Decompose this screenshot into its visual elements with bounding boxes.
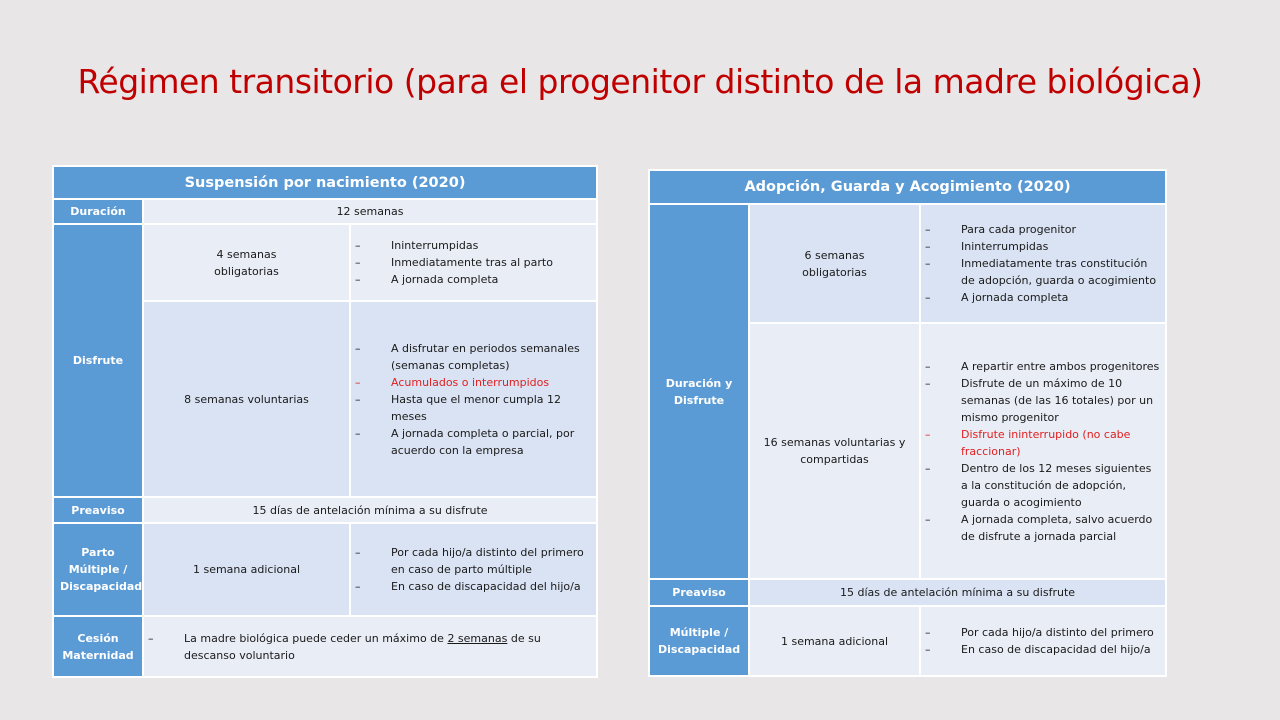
list-item: – Inmediatamente tras constitución de adopción, guarda o acogimiento	[921, 255, 1165, 289]
voluntarias-conditions	[350, 301, 597, 497]
row-label-multiple-discapacidad: Múltiple / Discapacidad	[649, 606, 749, 676]
list-item: – Por cada hijo/a distinto del primero	[921, 624, 1165, 641]
parto-value: 1 semana adicional	[143, 523, 350, 616]
row-label-duracion: Duración	[53, 199, 143, 224]
list-item: – A jornada completa o parcial, por acuerdo con la empresa	[351, 425, 596, 459]
list-item: – En caso de discapacidad del hijo/a	[921, 641, 1165, 658]
list-item: – A jornada completa	[351, 271, 596, 288]
obligatorias-cell: 4 semanas obligatorias	[143, 224, 350, 301]
row-label-preaviso: Preaviso	[649, 579, 749, 606]
list-item: – Ininterrumpidas	[921, 238, 1165, 255]
table-suspension-nacimiento	[52, 165, 598, 678]
list-item: – Inmediatamente tras al parto	[351, 254, 596, 271]
preaviso-value: 15 días de antelación mínima a su disfrute	[749, 579, 1166, 606]
list-item: – A disfrutar en periodos semanales (semanas completas)	[351, 340, 596, 374]
duracion-value: 12 semanas	[143, 199, 597, 224]
list-item: – Por cada hijo/a distinto del primero en caso de parto múltiple	[351, 544, 596, 578]
list-item: – En caso de discapacidad del hijo/a	[351, 578, 596, 595]
voluntarias-cell: 16 semanas voluntarias y compartidas	[749, 323, 920, 579]
list-item: – Ininterrumpidas	[351, 237, 596, 254]
table-header: Suspensión por nacimiento (2020)	[53, 166, 597, 199]
parto-conditions	[350, 523, 597, 616]
row-label-duracion-disfrute: Duración y Disfrute	[649, 204, 749, 579]
row-label-disfrute: Disfrute	[53, 224, 143, 497]
cesion-underlined: 2 semanas	[447, 631, 508, 645]
multiple-value: 1 semana adicional	[749, 606, 920, 676]
list-item: – Dentro de los 12 meses siguientes a la constitución de adopción, guarda o acogimiento	[921, 460, 1165, 511]
list-item: – A jornada completa, salvo acuerdo de disfrute a jornada parcial	[921, 511, 1165, 545]
list-item: – A repartir entre ambos progenitores	[921, 358, 1165, 375]
list-item-highlight: – Disfrute ininterrupido (no cabe fraccionar)	[921, 426, 1165, 460]
obligatorias-cell: 6 semanas obligatorias	[749, 204, 920, 323]
cesion-text-end: de su descanso voluntario	[184, 631, 541, 662]
row-label-preaviso: Preaviso	[53, 497, 143, 523]
voluntarias-cell: 8 semanas voluntarias	[143, 301, 350, 497]
list-item-highlight: – Acumulados o interrumpidos	[351, 374, 596, 391]
obligatorias-conditions	[350, 224, 597, 301]
cesion-text: La madre biológica puede ceder un máximo de	[184, 631, 448, 645]
obligatorias-conditions	[920, 204, 1166, 323]
table-adopcion-guarda	[648, 169, 1167, 677]
voluntarias-conditions	[920, 323, 1166, 579]
list-item: – Disfrute de un máximo de 10 semanas (de las 16 totales) por un mismo progenitor	[921, 375, 1165, 426]
cesion-value	[143, 616, 597, 677]
multiple-conditions	[920, 606, 1166, 676]
list-item: – Hasta que el menor cumpla 12 meses	[351, 391, 596, 425]
row-label-parto-multiple: Parto Múltiple / Discapacidad	[53, 523, 143, 616]
slide-title: Régimen transitorio (para el progenitor distinto de la madre biológica)	[77, 62, 1203, 101]
list-item: – A jornada completa	[921, 289, 1165, 306]
list-item: – Para cada progenitor	[921, 221, 1165, 238]
table-header: Adopción, Guarda y Acogimiento (2020)	[649, 170, 1166, 204]
preaviso-value: 15 días de antelación mínima a su disfrute	[143, 497, 597, 523]
row-label-cesion: Cesión Maternidad	[53, 616, 143, 677]
